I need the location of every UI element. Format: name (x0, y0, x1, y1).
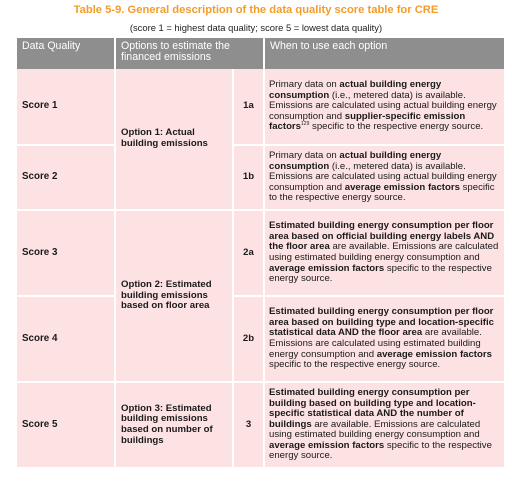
table-row (17, 210, 504, 296)
table-row (17, 382, 504, 468)
table-row (17, 69, 504, 145)
option-code: 3 (233, 382, 264, 468)
option-code: 2a (233, 210, 264, 296)
option-cell: Option 3: Estimated building emissions based on number of buildings (115, 382, 233, 468)
description-cell: Estimated building energy consumption per floor area based on official building energy labels AND the floor area are available. Emissions are calculated using estimated building energy consumption and average emission factors specific to the respective energy source. (264, 210, 504, 296)
option-cell: Option 2: Estimated building emissions based on floor area (115, 210, 233, 382)
score-cell: Score 4 (17, 296, 115, 382)
table-title: Table 5-9. General description of the data quality score table for CRE (73, 4, 439, 16)
description-cell: Estimated building energy consumption per floor area based on building type and location-specific statistical data AND the floor area are available. Emissions are calculated using estimated building energy consumption and average emission factors specific to the respective energy source. (264, 296, 504, 382)
header-data-quality: Data Quality (17, 38, 115, 69)
score-cell: Score 5 (17, 382, 115, 468)
table-row (17, 296, 504, 382)
score-cell: Score 3 (17, 210, 115, 296)
description-cell: Primary data on actual building energy consumption (i.e., metered data) is available. Emissions are calculated using actual building energy consumption and supplier-specific emission factors$^{129}$ specific to the respective energy source. (264, 69, 504, 145)
table-row (17, 145, 504, 210)
table-subtitle: (score 1 = highest data quality; score 5 = lowest data quality) (129, 22, 383, 33)
description-cell: Estimated building energy consumption per building based on building type and location-specific statistical data AND the number of buildings are available. Emissions are calculated using estimated building energy consumption and average emission factors specific to the respective energy source. (264, 382, 504, 468)
data-quality-table (17, 38, 504, 469)
header-options: Options to estimate the financed emissions (115, 38, 264, 69)
option-cell: Option 1: Actual building emissions (115, 69, 233, 210)
option-code: 1b (233, 145, 264, 210)
description-cell: Primary data on actual building energy consumption (i.e., metered data) is available. Emissions are calculated using actual building energy consumption and average emission factors specific to the respective energy source. (264, 145, 504, 210)
header-row (17, 38, 504, 69)
header-when-to-use: When to use each option (264, 38, 504, 69)
score-cell: Score 1 (17, 69, 115, 145)
option-code: 1a (233, 69, 264, 145)
option-code: 2b (233, 296, 264, 382)
score-cell: Score 2 (17, 145, 115, 210)
